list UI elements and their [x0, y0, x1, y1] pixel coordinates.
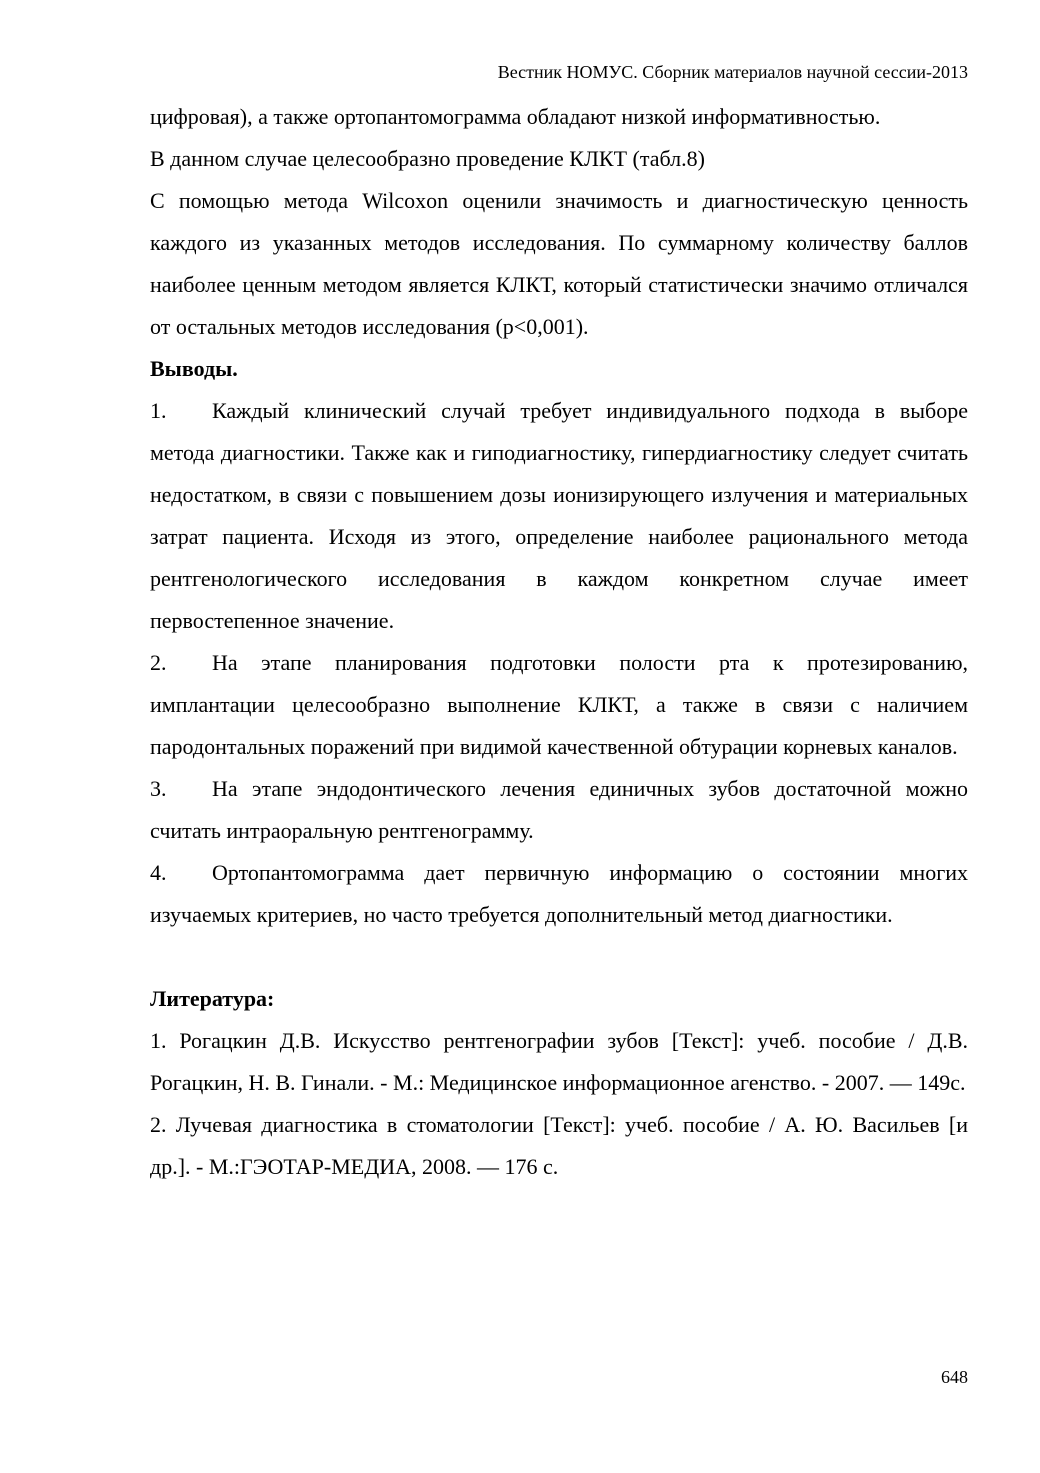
references-heading: Литература:: [150, 986, 275, 1011]
conclusion-number: 1.: [150, 398, 167, 423]
reference-item-2: 2. Лучевая диагностика в стоматологии [Текст]: учеб. пособие / А. Ю. Васильев [и др.]. - М.:ГЭОТАР-МЕДИА, 2008. — 176 с.: [150, 1112, 968, 1179]
conclusions-heading: Выводы.: [150, 356, 238, 381]
running-header: Вестник НОМУС. Сборник материалов научной сессии-2013: [497, 62, 968, 82]
conclusion-text: На этапе эндодонтического лечения единичных зубов достаточной можно считать интраоральную рентгенограмму.: [150, 776, 968, 843]
conclusion-item-3: [150, 768, 968, 852]
conclusion-number: 2.: [150, 650, 167, 675]
intro-line-2: В данном случае целесообразно проведение КЛКТ (табл.8): [150, 146, 705, 171]
conclusion-number: 4.: [150, 860, 167, 885]
conclusion-text: Ортопантомограмма дает первичную информацию о состоянии многих изучаемых критериев, но часто требуется дополнительный метод диагностики.: [150, 860, 968, 927]
conclusion-text: На этапе планирования подготовки полости рта к протезированию, имплантации целесообразно выполнение КЛКТ, а также в связи с наличием пародонтальных поражений при видимой качественной обтурации корневых каналов.: [150, 650, 968, 759]
conclusion-item-1: [150, 390, 968, 642]
conclusion-item-4: [150, 852, 968, 936]
conclusion-item-2: [150, 642, 968, 768]
section-spacer: [150, 936, 968, 978]
conclusion-number: 3.: [150, 776, 167, 801]
intro-line-1: цифровая), а также ортопантомограмма обладают низкой информативностью.: [150, 104, 881, 129]
page-body: [150, 96, 968, 1188]
wilcoxon-paragraph: С помощью метода Wilcoxon оценили значимость и диагностическую ценность каждого из указанных методов исследования. По суммарному количеству баллов наиболее ценным методом является КЛКТ, который статистически значимо отличался от остальных методов исследования (р<0,001).: [150, 188, 968, 339]
reference-item-1: 1. Рогацкин Д.В. Искусство рентгенографии зубов [Текст]: учеб. пособие / Д.В. Рогацкин, Н. В. Гинали. - М.: Медицинское информационное агенство. - 2007. — 149с.: [150, 1028, 968, 1095]
conclusion-text: Каждый клинический случай требует индивидуального подхода в выборе метода диагностики. Также как и гиподиагностику, гипердиагностику следует считать недостатком, в связи с повышением дозы ионизирующего излучения и материальных затрат пациента. Исходя из этого, определение наиболее рационального метода рентгенологического исследования в каждом конкретном случае имеет первостепенное значение.: [150, 398, 968, 633]
page-number: 648: [941, 1367, 968, 1387]
